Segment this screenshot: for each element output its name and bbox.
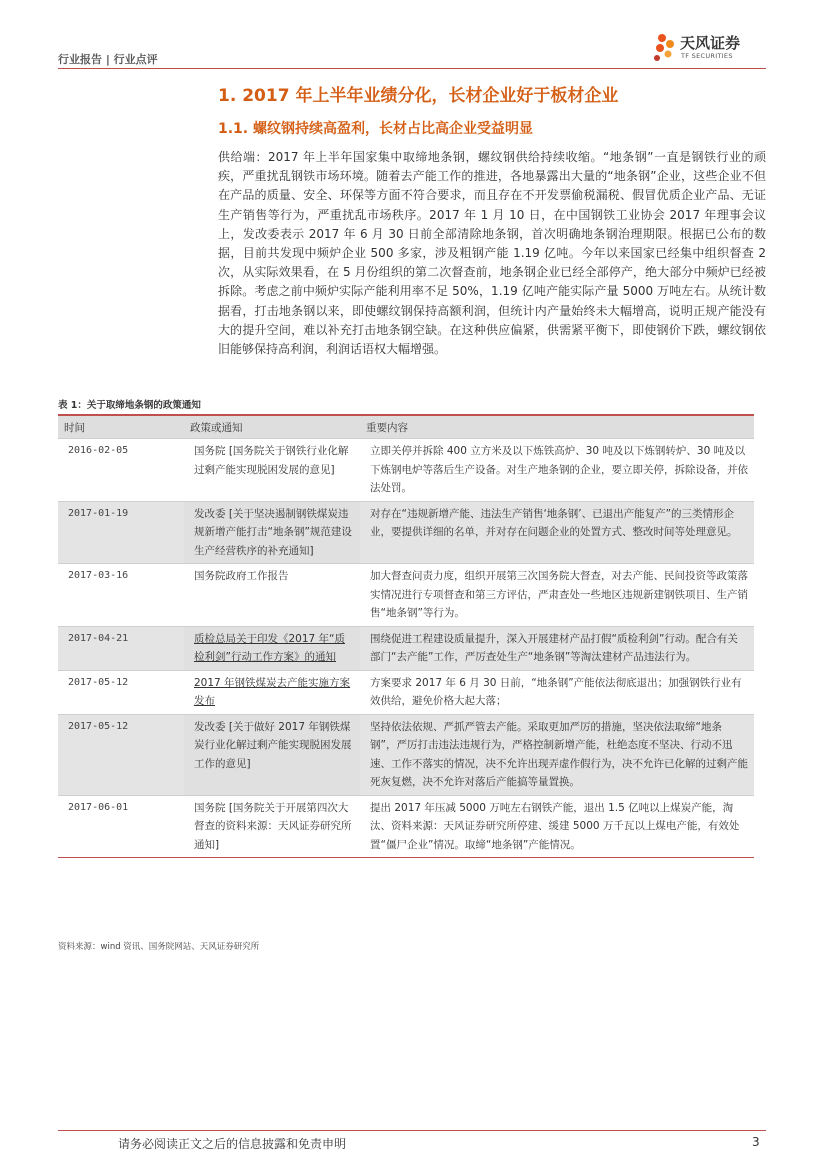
table-row xyxy=(58,564,754,627)
row-policy-link[interactable]: 质检总局关于印发《2017 年“质检利剑”行动工作方案》的通知 xyxy=(184,626,360,670)
logo-subtitle: TF SECURITIES xyxy=(681,52,733,60)
subsection-heading: 1.1. 螺纹钢持续高盈利，长材占比高企业受益明显 xyxy=(218,121,533,137)
row-policy: 发改委 [关于坚决遏制钢铁煤炭违规新增产能打击“地条钢”规范建设生产经营秩序的补充通知] xyxy=(184,501,360,564)
row-date: 2017-05-12 xyxy=(58,670,184,714)
table-row xyxy=(58,439,754,502)
table-row xyxy=(58,795,754,858)
row-content: 坚持依法依规、严抓严管去产能。采取更加严厉的措施，坚决依法取缔“地条钢”，严厉打击违法违规行为，严格控制新增产能，杜绝态度不坚决、行动不迅速、工作不落实的情况，决不允许出现弄虚作假行为，决不允许已化解的过剩产能死灰复燃，决不允许对落后产能搞等量置换。 xyxy=(360,714,754,795)
footer-rule xyxy=(58,1130,766,1131)
row-date: 2017-04-21 xyxy=(58,626,184,670)
footer-disclaimer: 请务必阅读正文之后的信息披露和免责申明 xyxy=(118,1137,347,1151)
header-content: 重要内容 xyxy=(360,415,754,439)
table-row xyxy=(58,501,754,564)
row-content: 方案要求 2017 年 6 月 30 日前，“地条钢”产能依法彻底退出；加强钢铁行业有效供给，避免价格大起大落； xyxy=(360,670,754,714)
row-date: 2017-03-16 xyxy=(58,564,184,627)
row-content: 提出 2017 年压减 5000 万吨左右钢铁产能，退出 1.5 亿吨以上煤炭产能，淘汰、资料来源：天风证券研究所停建、缓建 5000 万千瓦以上煤电产能，有效处置“僵尸企业”情况。取缔“地条钢”产能情况。 xyxy=(360,795,754,858)
row-content: 立即关停并拆除 400 立方米及以下炼铁高炉、30 吨及以下炼钢转炉、30 吨及以下炼钢电炉等落后生产设备。对生产地条钢的企业，要立即关停，拆除设备，并依法处罚。 xyxy=(360,439,754,502)
row-content: 对存在“违规新增产能、违法生产销售‘地条钢’、已退出产能复产”的三类情形企业，要提供详细的名单，并对存在问题企业的处置方式、整改时间等处理意见。 xyxy=(360,501,754,564)
section-heading: 1. 2017 年上半年业绩分化，长材企业好于板材企业 xyxy=(218,86,619,106)
row-content: 加大督查问责力度，组织开展第三次国务院大督查，对去产能、民间投资等政策落实情况进行专项督查和第三方评估，严肃查处一些地区违规新建钢铁项目、生产销售“地条钢”等行为。 xyxy=(360,564,754,627)
logo-flower-icon xyxy=(654,34,674,61)
row-policy-link[interactable]: 2017 年钢铁煤炭去产能实施方案发布 xyxy=(184,670,360,714)
table-header-row xyxy=(58,415,754,439)
header-policy: 政策或通知 xyxy=(184,415,360,439)
row-policy: 国务院 [国务院关于开展第四次大督查的资料来源：天风证券研究所通知] xyxy=(184,795,360,858)
table-caption: 表 1：关于取缔地条钢的政策通知 xyxy=(58,400,201,411)
header-rule xyxy=(58,68,766,69)
row-content: 围绕促进工程建设质量提升，深入开展建材产品打假“质检利剑”行动。配合有关部门“去产能”工作，严厉查处生产“地条钢”等淘汰建材产品违法行为。 xyxy=(360,626,754,670)
logo-name: 天风证券 xyxy=(680,34,741,52)
header-date: 时间 xyxy=(58,415,184,439)
body-paragraph: 供给端：2017 年上半年国家集中取缔地条钢，螺纹钢供给持续收缩。“地条钢”一直是钢铁行业的顽疾，严重扰乱钢铁市场环境。随着去产能工作的推进，各地暴露出大量的“地条钢”企业，这些企业不但在产品的质量、安全、环保等方面不符合要求，而且存在不开发票偷税漏税、假冒优质企业产品、无证生产销售等行为，严重扰乱市场秩序。2017 年 1 月 10 日，在中国钢铁工业协会 2017 年理事会议上，发改委表示 2017 年 6 月 30 日前全部清除地条钢，首次明确地条钢治理期限。根据已公布的数据，目前共发现中频炉企业 500 多家，涉及粗钢产能 1.19 亿吨。今年以来国家已经集中组织督查 2 次，从实际效果看，在 5 月份组织的第二次督查前，地条钢企业已经全部停产，绝大部分中频炉已经被拆除。考虑之前中频炉实际产能利用率不足 50%，1.19 亿吨产能实际产量 5000 万吨左右。从统计数据看，打击地条钢以来，即使螺纹钢保持高额利润，但统计内产量始终未大幅增高，说明正规产能没有大的提升空间，难以补充打击地条钢空缺。在这种供应偏紧，供需紧平衡下，即使钢价下跌，螺纹钢依旧能够保持高利润，利润话语权大幅增强。 xyxy=(218,150,766,357)
table-source: 资料来源：wind 资讯、国务院网站、天风证券研究所 xyxy=(58,942,260,952)
row-date: 2017-05-12 xyxy=(58,714,184,795)
row-policy: 国务院政府工作报告 xyxy=(184,564,360,627)
breadcrumb: 行业报告 | 行业点评 xyxy=(58,53,158,66)
page-number: 3 xyxy=(752,1135,760,1149)
table-row xyxy=(58,626,754,670)
row-policy: 国务院 [国务院关于钢铁行业化解过剩产能实现脱困发展的意见] xyxy=(184,439,360,502)
table-row xyxy=(58,670,754,714)
row-date: 2017-01-19 xyxy=(58,501,184,564)
table-row xyxy=(58,714,754,795)
row-date: 2016-02-05 xyxy=(58,439,184,502)
policy-table xyxy=(58,414,754,858)
row-policy: 发改委 [关于做好 2017 年钢铁煤炭行业化解过剩产能实现脱困发展工作的意见] xyxy=(184,714,360,795)
row-date: 2017-06-01 xyxy=(58,795,184,858)
